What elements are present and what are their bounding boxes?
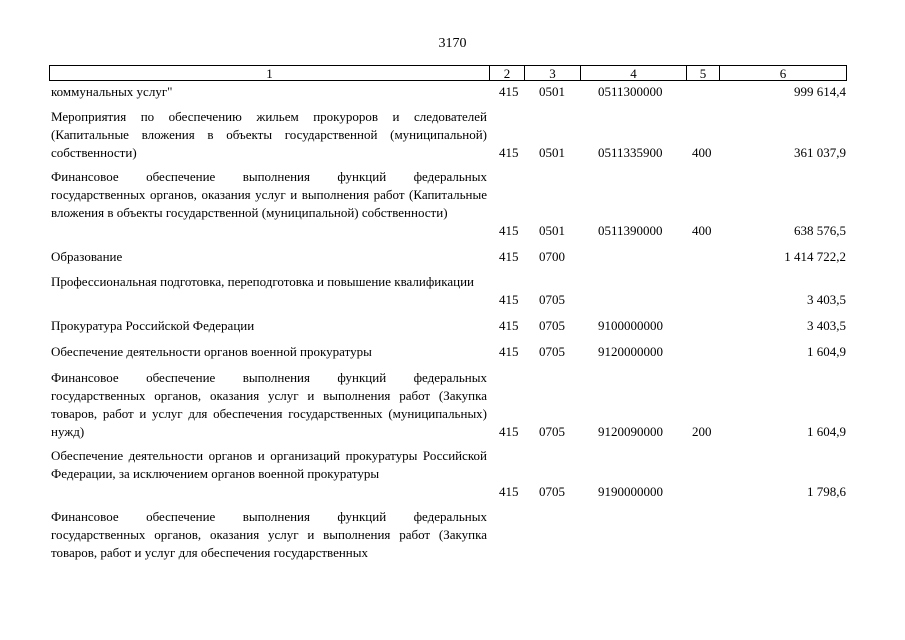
header-col-1: 1 [49, 65, 490, 81]
row-col-2: 415 [499, 84, 519, 99]
row-description: Мероприятия по обеспечению жильем прокуроров и следователей (Капитальные вложения в объекты государственной (муниципальной) собственности) [51, 109, 487, 160]
row-col-3: 0501 [539, 145, 565, 160]
table-row [0, 317, 905, 335]
table-row [0, 83, 905, 101]
row-col-4: 9190000000 [598, 484, 663, 499]
row-col-6: 1 414 722,2 [784, 249, 846, 264]
row-col-4: 0511390000 [598, 223, 663, 238]
table-header [49, 65, 847, 82]
header-col-5: 5 [686, 65, 720, 81]
row-description: Образование [51, 249, 123, 264]
row-col-4: 9120000000 [598, 344, 663, 359]
table-row [0, 343, 905, 361]
row-col-6: 1 798,6 [807, 484, 846, 499]
row-col-2: 415 [499, 424, 519, 439]
row-description: Профессиональная подготовка, переподготовка и повышение квалификации [51, 274, 475, 289]
table-row [0, 508, 905, 562]
row-col-3: 0705 [539, 344, 565, 359]
row-description: коммунальных услуг" [51, 84, 173, 99]
header-col-4: 4 [580, 65, 687, 81]
row-description: Прокуратура Российской Федерации [51, 318, 255, 333]
row-col-3: 0705 [539, 318, 565, 333]
row-description: Финансовое обеспечение выполнения функций федеральных государственных органов, оказания услуг и выполнения работ (Капитальные вложения в объекты государственной (муниципальной) собственности) [51, 169, 487, 220]
table-row [0, 447, 905, 501]
row-col-3: 0501 [539, 84, 565, 99]
row-col-6: 999 614,4 [794, 84, 846, 99]
header-col-3: 3 [524, 65, 581, 81]
row-col-2: 415 [499, 484, 519, 499]
row-description: Финансовое обеспечение выполнения функций федеральных государственных органов, оказания услуг и выполнения работ (Закупка товаров, работ и услуг для обеспечения государственных [51, 509, 487, 560]
table-row [0, 168, 905, 240]
header-col-2: 2 [489, 65, 525, 81]
row-col-6: 3 403,5 [807, 318, 846, 333]
row-col-3: 0705 [539, 484, 565, 499]
row-col-2: 415 [499, 145, 519, 160]
row-col-2: 415 [499, 344, 519, 359]
row-col-4: 0511335900 [598, 145, 663, 160]
header-col-6: 6 [719, 65, 847, 81]
row-description: Финансовое обеспечение выполнения функций федеральных государственных органов, оказания услуг и выполнения работ (Закупка товаров, работ и услуг для обеспечения государственных (муниципальных) нужд) [51, 370, 488, 439]
row-col-2: 415 [499, 223, 519, 238]
row-col-4: 9100000000 [598, 318, 663, 333]
row-col-3: 0705 [539, 424, 565, 439]
row-col-6: 638 576,5 [794, 223, 846, 238]
row-col-2: 415 [499, 318, 519, 333]
row-description: Обеспечение деятельности органов военной прокуратуры [51, 344, 372, 359]
row-col-4: 0511300000 [598, 84, 663, 99]
row-col-3: 0705 [539, 292, 565, 307]
table-row [0, 369, 905, 441]
row-col-6: 3 403,5 [807, 292, 846, 307]
row-col-2: 415 [499, 249, 519, 264]
row-col-5: 200 [692, 424, 712, 439]
page-number: 3170 [438, 36, 467, 51]
row-description: Обеспечение деятельности органов и организаций прокуратуры Российской Федерации, за исключением органов военной прокуратуры [51, 448, 487, 481]
row-col-3: 0700 [539, 249, 565, 264]
row-col-6: 1 604,9 [807, 424, 846, 439]
table-row [0, 108, 905, 162]
row-col-6: 361 037,9 [794, 145, 846, 160]
table-row [0, 273, 905, 309]
row-col-3: 0501 [539, 223, 565, 238]
row-col-4: 9120090000 [598, 424, 663, 439]
table-row [0, 248, 905, 266]
row-col-6: 1 604,9 [807, 344, 846, 359]
row-col-2: 415 [499, 292, 519, 307]
row-col-5: 400 [692, 223, 712, 238]
row-col-5: 400 [692, 145, 712, 160]
